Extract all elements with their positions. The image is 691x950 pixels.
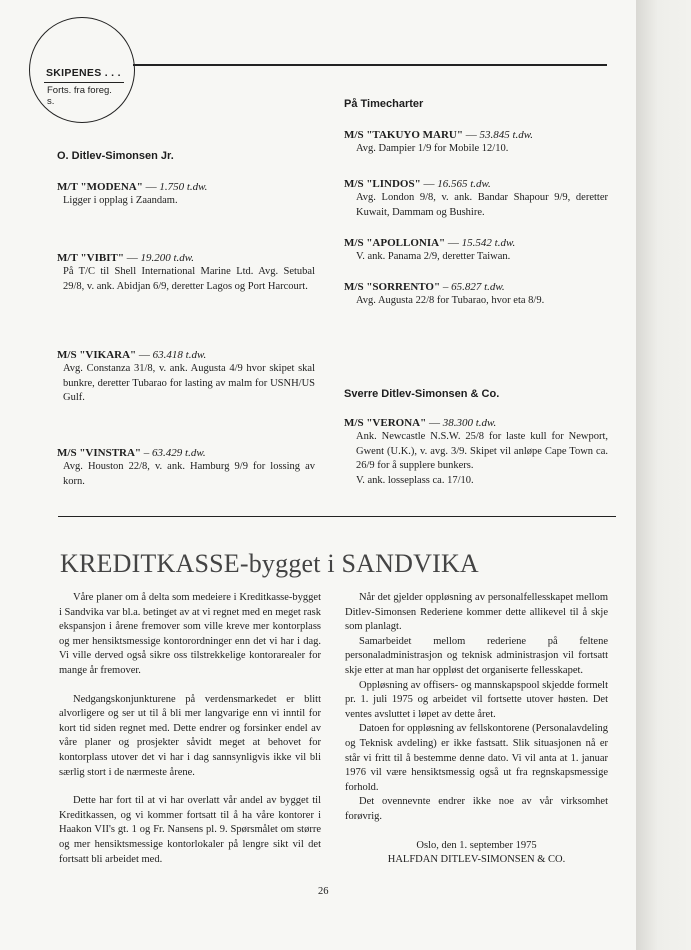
ship-entry: M/T "VIBIT" — 19.200 t.dw. På T/C til Shell International Marine Ltd. Avg. Setubal 29/8, v. ank. Abidjan 6/9, deretter Lagos og Port Harcourt. xyxy=(57,252,315,292)
paragraph: Nedgangskonjunkturene på verdensmarkedet er blitt alvorligere og ser ut til å bli mer langvarige enn vi inntil for kort tid siden regnet med. Dette endrer og forsinker endel av våre planer og prosjekter såvidt meget at behovet for kontorplass utover det vi har i dag sannsynligvis ikke vil bli særlig stort i de nærmeste årene. xyxy=(59,693,321,778)
paragraph: Oppløsning av offisers- og mannskapspool skjedde formelt pr. 1. juli 1975 og arbeidet vil fortsette utover høsten. Det ventes avsluttet i løpet av dette året. xyxy=(345,679,608,720)
badge-underline xyxy=(44,82,124,83)
paragraph: Det ovennevnte endrer ikke noe av vår virksomhet forøvrig. xyxy=(345,796,608,822)
article-left-column xyxy=(59,591,321,867)
signature-place-date: Oslo, den 1. september 1975 xyxy=(416,839,537,851)
ship-entry: M/S "VIKARA" — 63.418 t.dw. Avg. Constanza 31/8, v. ank. Augusta 4/9 hvor skipet skal bunkre, deretter Tubarao for lasting av malm for USNH/US Gulf. xyxy=(57,349,315,403)
section-heading-timecharter: På Timecharter xyxy=(344,98,424,110)
paragraph: Når det gjelder oppløsning av personalfellesskapet mellom Ditlev-Simonsen Rederiene kommer dette allikevel til å skje som planlagt. xyxy=(345,592,608,633)
ship-entry: M/S "TAKUYO MARU" — 53.845 t.dw. Avg. Dampier 1/9 for Mobile 12/10. xyxy=(344,129,534,154)
badge-subtitle: Forts. fra foreg. s. xyxy=(47,85,112,107)
page-edge xyxy=(636,0,691,950)
company-heading-left: O. Ditlev-Simonsen Jr. xyxy=(57,150,174,162)
ship-entry: M/S "SORRENTO" – 65.827 t.dw. Avg. Augusta 22/8 for Tubarao, hvor eta 8/9. xyxy=(344,281,545,306)
paragraph: Dette har fort til at vi har overlatt vår andel av bygget til Kreditkassen, og vi kommer fortsatt til å ha våre kontorer i Haakon VII's gt. 1 og Fr. Nansens pl. 9. Spørsmålet om større og mer hensiktsmessige kontorlokaler på lengre sikt vil det fortsatt bli arbeidet med. xyxy=(59,795,321,865)
paragraph: Samarbeidet mellom rederiene på feltene personaladministrasjon og teknisk administrasjon vil fortsatt skje etter at man har oppløst det organiserte fellesskapet. xyxy=(345,635,608,676)
paragraph: Våre planer om å delta som medeiere i Kreditkasse-bygget i Sandvika var bl.a. betinget av at vi regnet med en meget rask ekspansjon i årene fremover som ville kreve mer kontorplass og mer hensiktsmessige kontorordninger enn det vi har i dag. Vi ville derved også sikre oss tilstrekkelige kontorarealer for mange år fremover. xyxy=(59,592,321,676)
signature-name: HALFDAN DITLEV-SIMONSEN & CO. xyxy=(387,854,566,866)
ship-entry: M/S "VERONA" — 38.300 t.dw. Ank. Newcastle N.S.W. 25/8 for laste kull for Newport, Gwent (U.K.), v. avg. 3/9. Skipet vil anløpe Cape Town ca. 26/9 for å supplere bunkers. V. ank. losseplass ca. 17/10. xyxy=(344,417,608,486)
ship-entry: M/T "MODENA" — 1.750 t.dw. Ligger i opplag i Zaandam. xyxy=(57,181,208,206)
ship-entry: M/S "LINDOS" — 16.565 t.dw. Avg. London 9/8, v. ank. Bandar Shapour 9/9, deretter Kuwait, Dammam og Bushire. xyxy=(344,178,608,218)
ship-entry: M/S "VINSTRA" – 63.429 t.dw. Avg. Houston 22/8, v. ank. Hamburg 9/9 for lossing av korn. xyxy=(57,447,315,487)
ship-entry: M/S "APOLLONIA" — 15.542 t.dw. V. ank. Panama 2/9, deretter Taiwan. xyxy=(344,237,516,262)
company-heading-right: Sverre Ditlev-Simonsen & Co. xyxy=(344,388,500,400)
article-headline: KREDITKASSE-bygget i SANDVIKA xyxy=(60,549,479,578)
section-divider xyxy=(58,516,616,517)
page-number: 26 xyxy=(318,886,329,897)
badge-title: SKIPENES . . . xyxy=(46,67,121,79)
top-rule xyxy=(133,64,607,66)
paragraph: Datoen for oppløsning av fellskontorene (Personalavdeling og Teknisk avdeling) er ikke fastsatt. Slik situasjonen nå er står vi fritt til å bestemme denne dato. Vi vil anta at 1. januar 1976 vil være hensiktsmessig også ut fra regnskapsmessige forhold. xyxy=(345,723,608,793)
article-right-column xyxy=(345,591,608,868)
